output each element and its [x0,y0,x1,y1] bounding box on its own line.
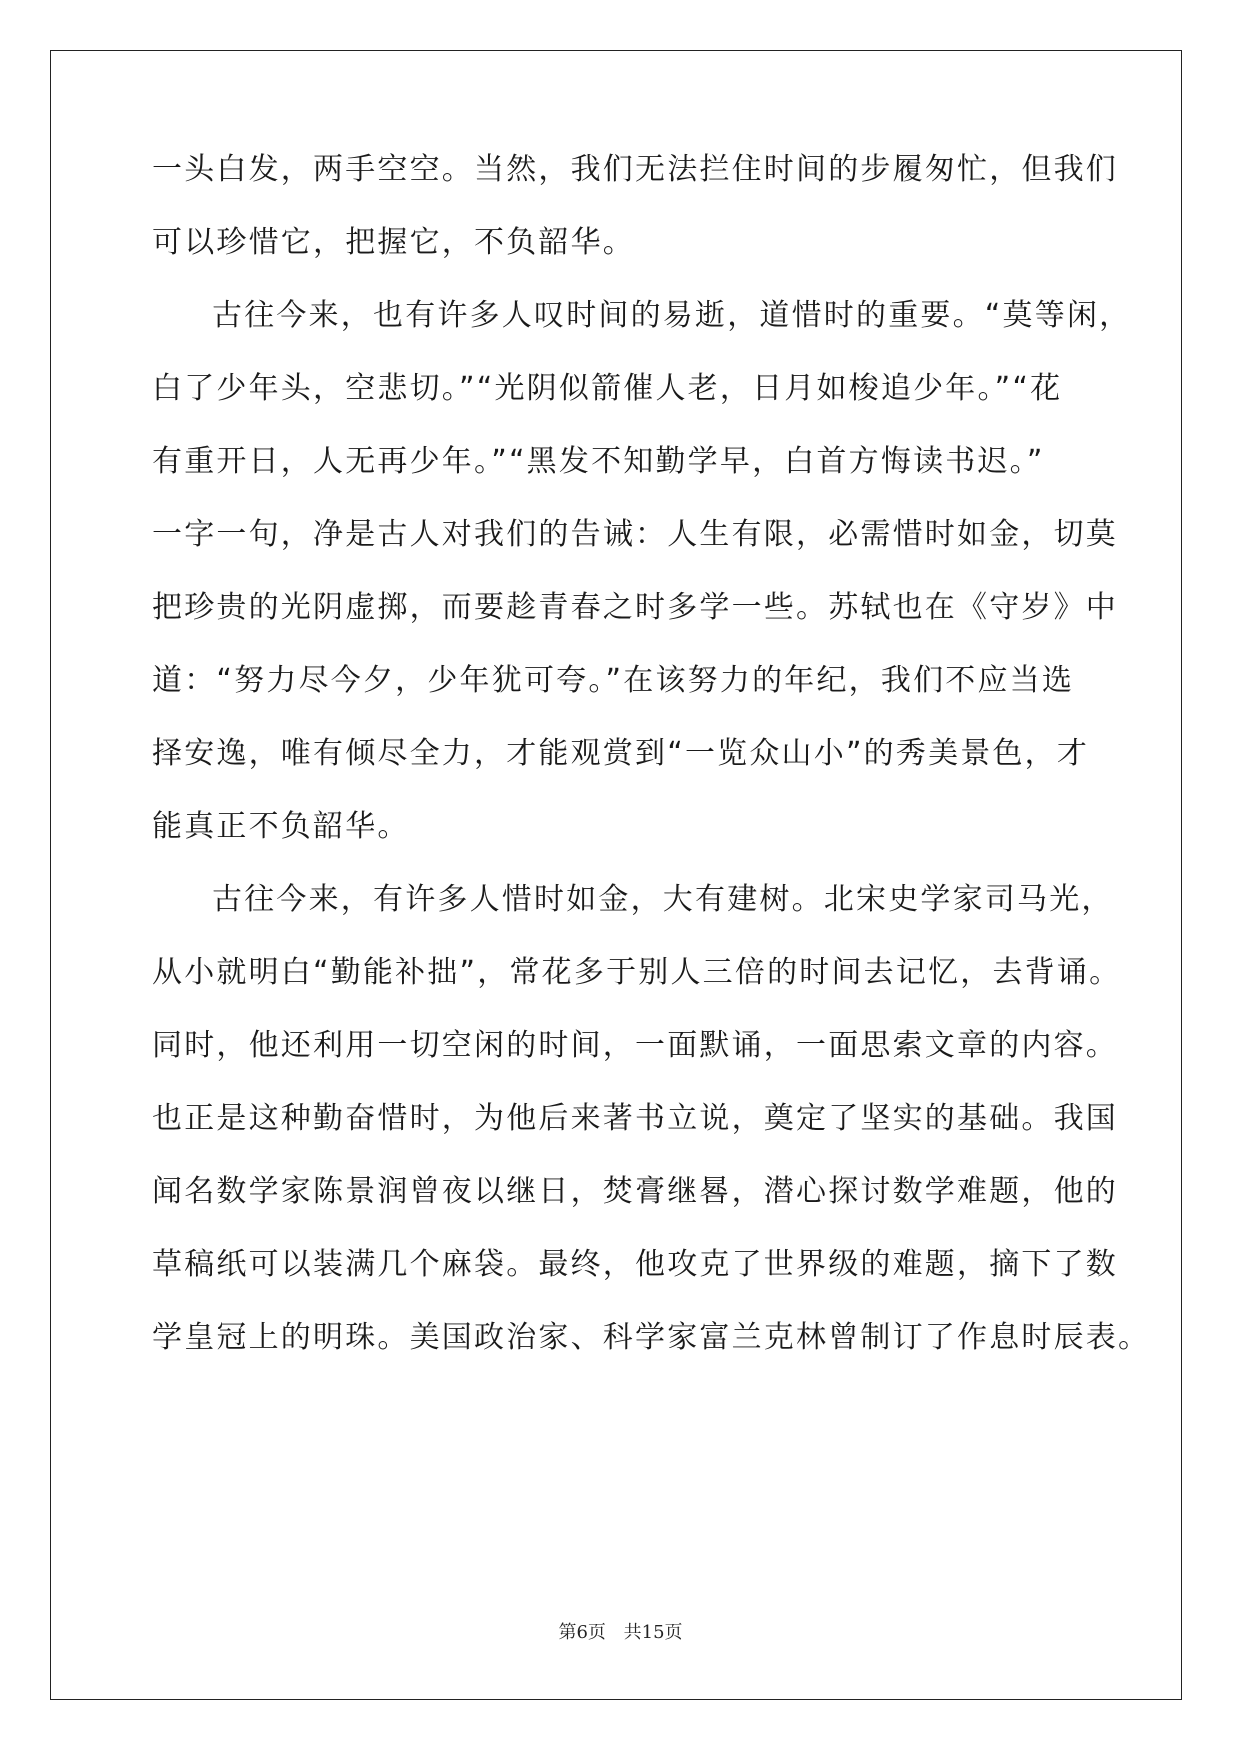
text-line: 也正是这种勤奋惜时，为他后来著书立说，奠定了坚实的基础。我国 [152,1101,1118,1136]
paragraph-start-line: 古往今来，也有许多人叹时间的易逝，道惜时的重要。“莫等闲， [212,298,1132,333]
text-line: 一字一句，净是古人对我们的告诫：人生有限，必需惜时如金，切莫 [152,517,1118,552]
text-line: 闻名数学家陈景润曾夜以继日，焚膏继晷，潜心探讨数学难题，他的 [152,1174,1118,1209]
text-line: 学皇冠上的明珠。美国政治家、科学家富兰克林曾制订了作息时辰表。 [152,1320,1151,1355]
text-line: 一头白发，两手空空。当然，我们无法拦住时间的步履匆忙，但我们 [152,152,1118,187]
text-line: 白了少年头，空悲切。”“光阴似箭催人老，日月如梭追少年。”“花 [152,371,1063,406]
text-line: 可以珍惜它，把握它，不负韶华。 [152,225,635,260]
text-line: 把珍贵的光阴虚掷，而要趁青春之时多学一些。苏轼也在《守岁》中 [152,590,1118,625]
paragraph-start-line: 古往今来，有许多人惜时如金，大有建树。北宋史学家司马光， [212,882,1114,917]
page-number: 第6页 [558,1622,606,1643]
text-line: 草稿纸可以装满几个麻袋。最终，他攻克了世界级的难题，摘下了数 [152,1247,1118,1282]
text-line: 能真正不负韶华。 [152,809,410,844]
text-line: 同时，他还利用一切空闲的时间，一面默诵，一面思索文章的内容。 [152,1028,1118,1063]
page-footer [0,1618,1241,1644]
text-line: 从小就明白“勤能补拙”，常花多于别人三倍的时间去记忆，去背诵。 [152,955,1122,990]
page-total: 共15页 [623,1622,683,1643]
text-line: 择安逸，唯有倾尽全力，才能观赏到“一览众山小”的秀美景色，才 [152,736,1090,771]
text-line: 道：“努力尽今夕，少年犹可夸。”在该努力的年纪，我们不应当选 [152,663,1075,698]
text-line: 有重开日，人无再少年。”“黑发不知勤学早，白首方悔读书迟。” [152,444,1045,479]
